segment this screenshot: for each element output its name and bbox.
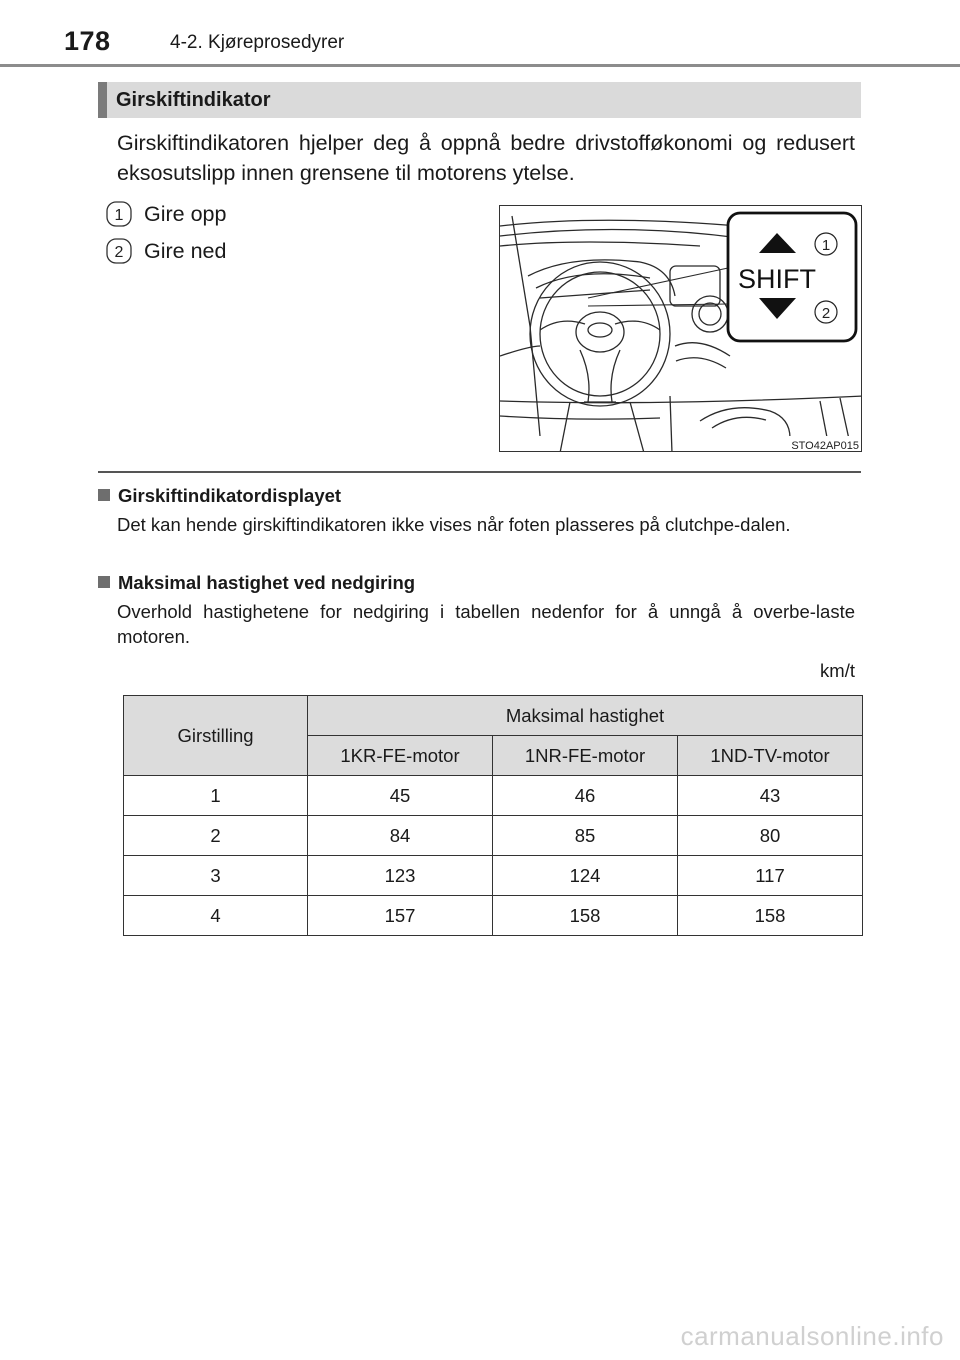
svg-text:1: 1	[821, 237, 831, 254]
table-row	[124, 776, 863, 816]
table-cell: 4	[124, 896, 308, 936]
table-cell: 123	[308, 856, 493, 896]
table-cell: 45	[308, 776, 493, 816]
header-max-speed: Maksimal hastighet	[308, 696, 863, 736]
table-cell: 80	[678, 816, 863, 856]
table-row	[124, 816, 863, 856]
square-bullet-icon	[98, 489, 110, 501]
header-engine-1kr: 1KR-FE-motor	[308, 736, 493, 776]
section-divider	[98, 471, 861, 473]
svg-text:STO42AP015: STO42AP015	[791, 440, 859, 452]
table-cell: 158	[493, 896, 678, 936]
chapter-title: 4-2. Kjøreprosedyrer	[170, 32, 345, 53]
svg-text:SHIFT: SHIFT	[738, 264, 816, 294]
table-cell: 117	[678, 856, 863, 896]
table-cell: 46	[493, 776, 678, 816]
table-cell: 3	[124, 856, 308, 896]
section-title: Girskiftindikator	[116, 89, 271, 111]
page-header	[0, 0, 960, 68]
table-cell: 1	[124, 776, 308, 816]
square-bullet-icon	[98, 576, 110, 588]
table-cell: 84	[308, 816, 493, 856]
table-cell: 157	[308, 896, 493, 936]
header-rule	[0, 64, 960, 67]
header-engine-1nd: 1ND-TV-motor	[678, 736, 863, 776]
legend-label-shift-up: Gire opp	[144, 202, 227, 226]
legend-label-shift-down: Gire ned	[144, 239, 227, 263]
table-unit-label: km/t	[820, 660, 855, 681]
page-number: 178	[64, 26, 111, 56]
table-cell: 43	[678, 776, 863, 816]
svg-text:2: 2	[114, 244, 124, 261]
section-bar-accent	[98, 82, 107, 118]
table-cell: 158	[678, 896, 863, 936]
header-engine-1nr: 1NR-FE-motor	[493, 736, 678, 776]
watermark: carmanualsonline.info	[680, 1321, 944, 1351]
intro-paragraph: Girskiftindikatoren hjelper deg å oppnå bedre drivstofføkonomi og redusert eksosutslipp innen grensene til motorens ytelse.	[117, 131, 855, 185]
header-gear-position: Girstilling	[124, 696, 308, 776]
subheading-indicator-display: Girskiftindikatordisplayet	[98, 485, 341, 507]
svg-text:2: 2	[821, 305, 831, 322]
callout-number-1-icon	[106, 201, 132, 227]
dashboard-illustration	[499, 205, 862, 452]
svg-text:1: 1	[114, 207, 124, 224]
note-indicator-display: Det kan hende girskiftindikatoren ikke vises når foten plasseres på clutchpe-dalen.	[117, 514, 791, 535]
steering-wheel-dashboard-icon	[500, 206, 862, 452]
max-downshift-speed-table	[123, 695, 863, 936]
subheading-max-downshift-speed: Maksimal hastighet ved nedgiring	[98, 572, 415, 594]
section-heading-bar	[98, 82, 861, 118]
table-row	[124, 856, 863, 896]
callout-number-2-icon	[106, 238, 132, 264]
table-cell: 2	[124, 816, 308, 856]
table-cell: 124	[493, 856, 678, 896]
table-cell: 85	[493, 816, 678, 856]
table-row	[124, 896, 863, 936]
note-max-downshift-speed: Overhold hastighetene for nedgiring i tabellen nedenfor for å unngå å overbe-laste motoren.	[117, 601, 855, 647]
